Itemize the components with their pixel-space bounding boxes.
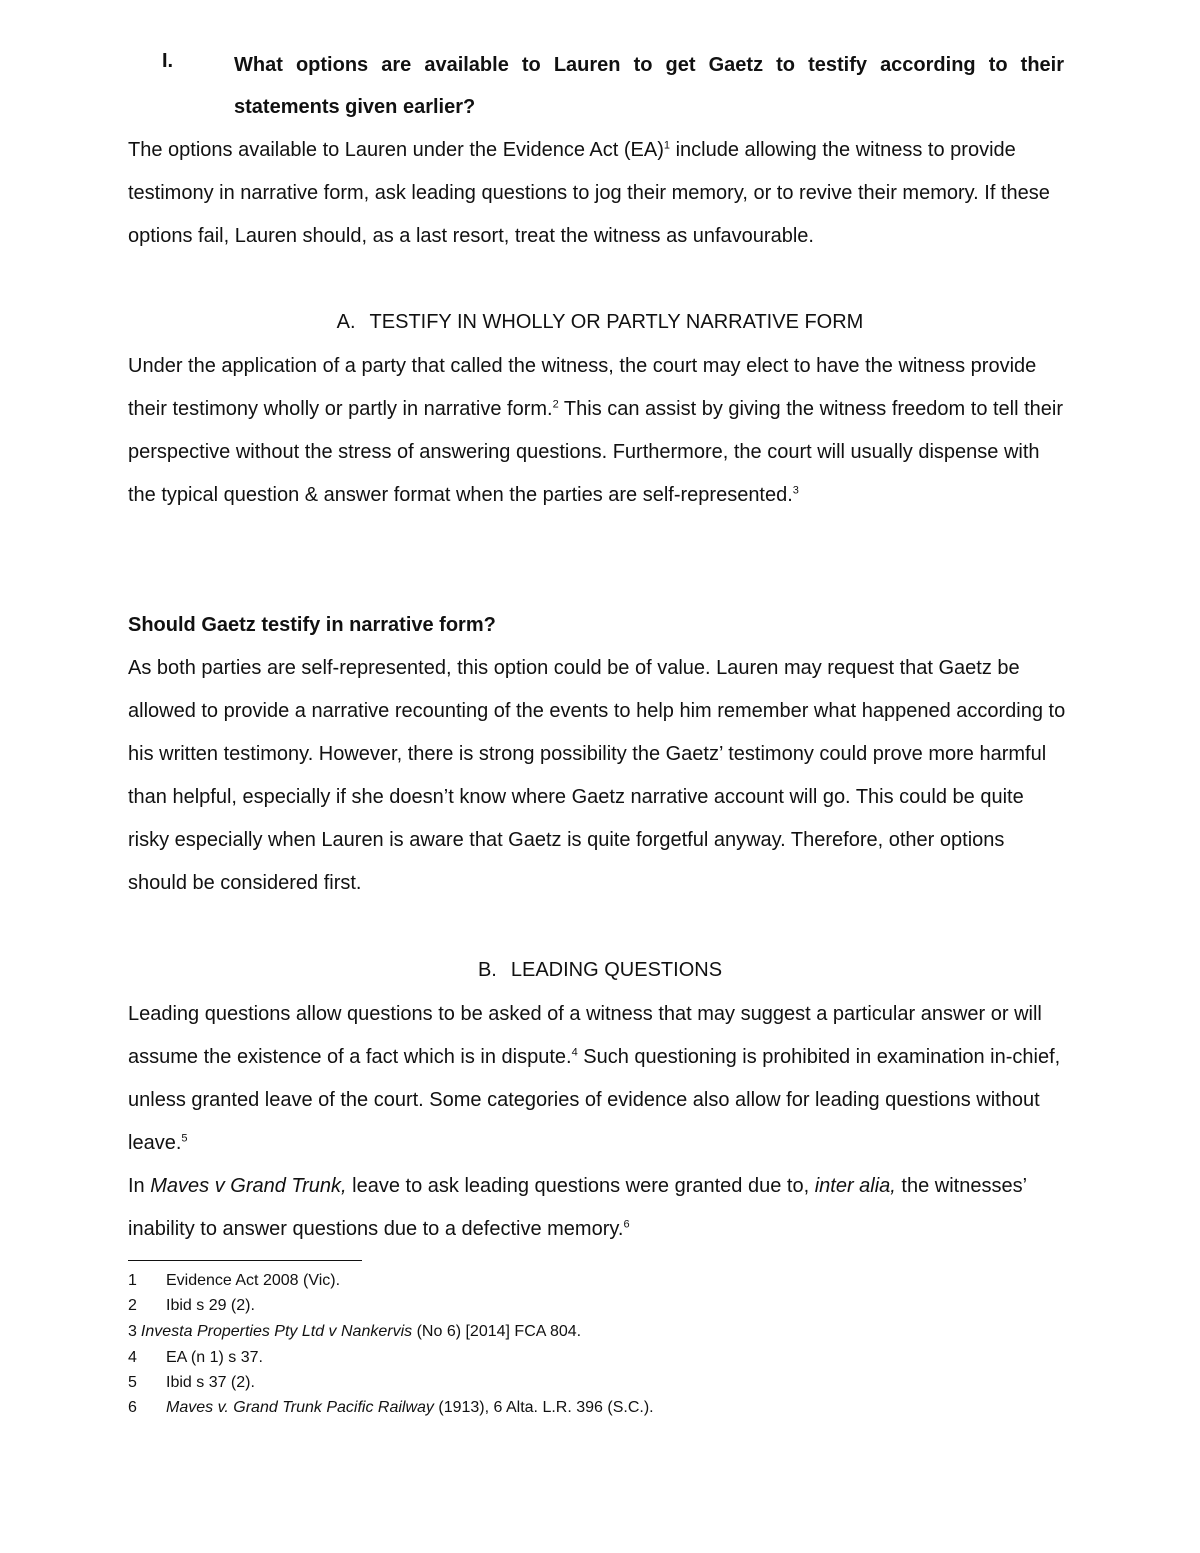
footnote-2: 2 Ibid s 29 (2). [128,1297,255,1314]
section-a-title: TESTIFY IN WHOLLY OR PARTLY NARRATIVE FORM [369,311,864,333]
question-number: I. [162,50,174,72]
footnote-5: 5 Ibid s 37 (2). [128,1374,255,1391]
footnote-3: 3 Investa Properties Pty Ltd v Nankervis (No 6) [2014] FCA 804. [128,1323,582,1340]
section-a-label: A. [336,311,356,333]
footnote-4: 4 EA (n 1) s 37. [128,1349,263,1366]
footnote-ref-5: 5 [181,1132,188,1145]
question-title-line-1: What options are available to Lauren to get Gaetz to testify according to their [234,54,1064,76]
section-a-subheading: Should Gaetz testify in narrative form? [128,614,496,636]
footnote-ref-2: 2 [552,398,559,411]
section-b-title: LEADING QUESTIONS [510,959,723,981]
intro-paragraph: The options available to Lauren under the Evidence Act (EA)$^1$ include allowing the witness to provide testimony in narrative form, ask leading questions to jog their memory, or to revive their memory. If these options fail, Lauren should, as a last resort, treat the witness as unfavourable. [128,139,1050,247]
footnote-ref-3: 3 [792,484,799,497]
section-a-paragraph-1: Under the application of a party that called the witness, the court may elect to have the witness provide their testimony wholly or partly in narrative form.$^2$ This can assist by giving the witness freedom to tell their perspective without the stress of answering questions. Furthermore, the court will usually dispense with the typical question & answer format when the parties are self-represented.$^3$ [128,355,1064,506]
footnote-separator [128,1260,362,1261]
latin-term-italic: inter alia, [814,1175,896,1197]
footnote-6: 6 Maves v. Grand Trunk Pacific Railway (1913), 6 Alta. L.R. 396 (S.C.). [128,1399,654,1416]
section-a-paragraph-2: As both parties are self-represented, this option could be of value. Lauren may request that Gaetz be allowed to provide a narrative recounting of the events to help him remember what happened according to his written testimony. However, there is strong possibility the Gaetz’ testimony could prove more harmful than helpful, especially if she doesn’t know where Gaetz narrative account will go. This could be quite risky especially when Lauren is aware that Gaetz is quite forgetful anyway. Therefore, other options should be considered first. [128,657,1066,894]
section-b-paragraph-2: In Maves v Grand Trunk, leave to ask leading questions were granted due to, inter alia, the witnesses’ inability to answer questions due to a defective memory.$^6$ [128,1175,1027,1240]
case-name-italic: Maves v Grand Trunk, [150,1175,347,1197]
footnote-1: 1 Evidence Act 2008 (Vic). [128,1272,341,1289]
section-b-label: B. [477,959,497,981]
footnote-ref-6: 6 [623,1218,630,1231]
footnote-ref-1: 1 [663,139,671,152]
section-b-heading [0,949,1200,992]
section-b-paragraph-1: Leading questions allow questions to be asked of a witness that may suggest a particular answer or will assume the existence of a fact which is in dispute.$^4$ Such questioning is prohibited in examination in-chief, unless granted leave of the court. Some categories of evidence also allow for leading questions without leave.$^5$ [128,1003,1061,1154]
question-title-line-2: statements given earlier? [234,96,476,118]
footnote-ref-4: 4 [571,1046,578,1059]
section-a-heading [0,301,1200,344]
